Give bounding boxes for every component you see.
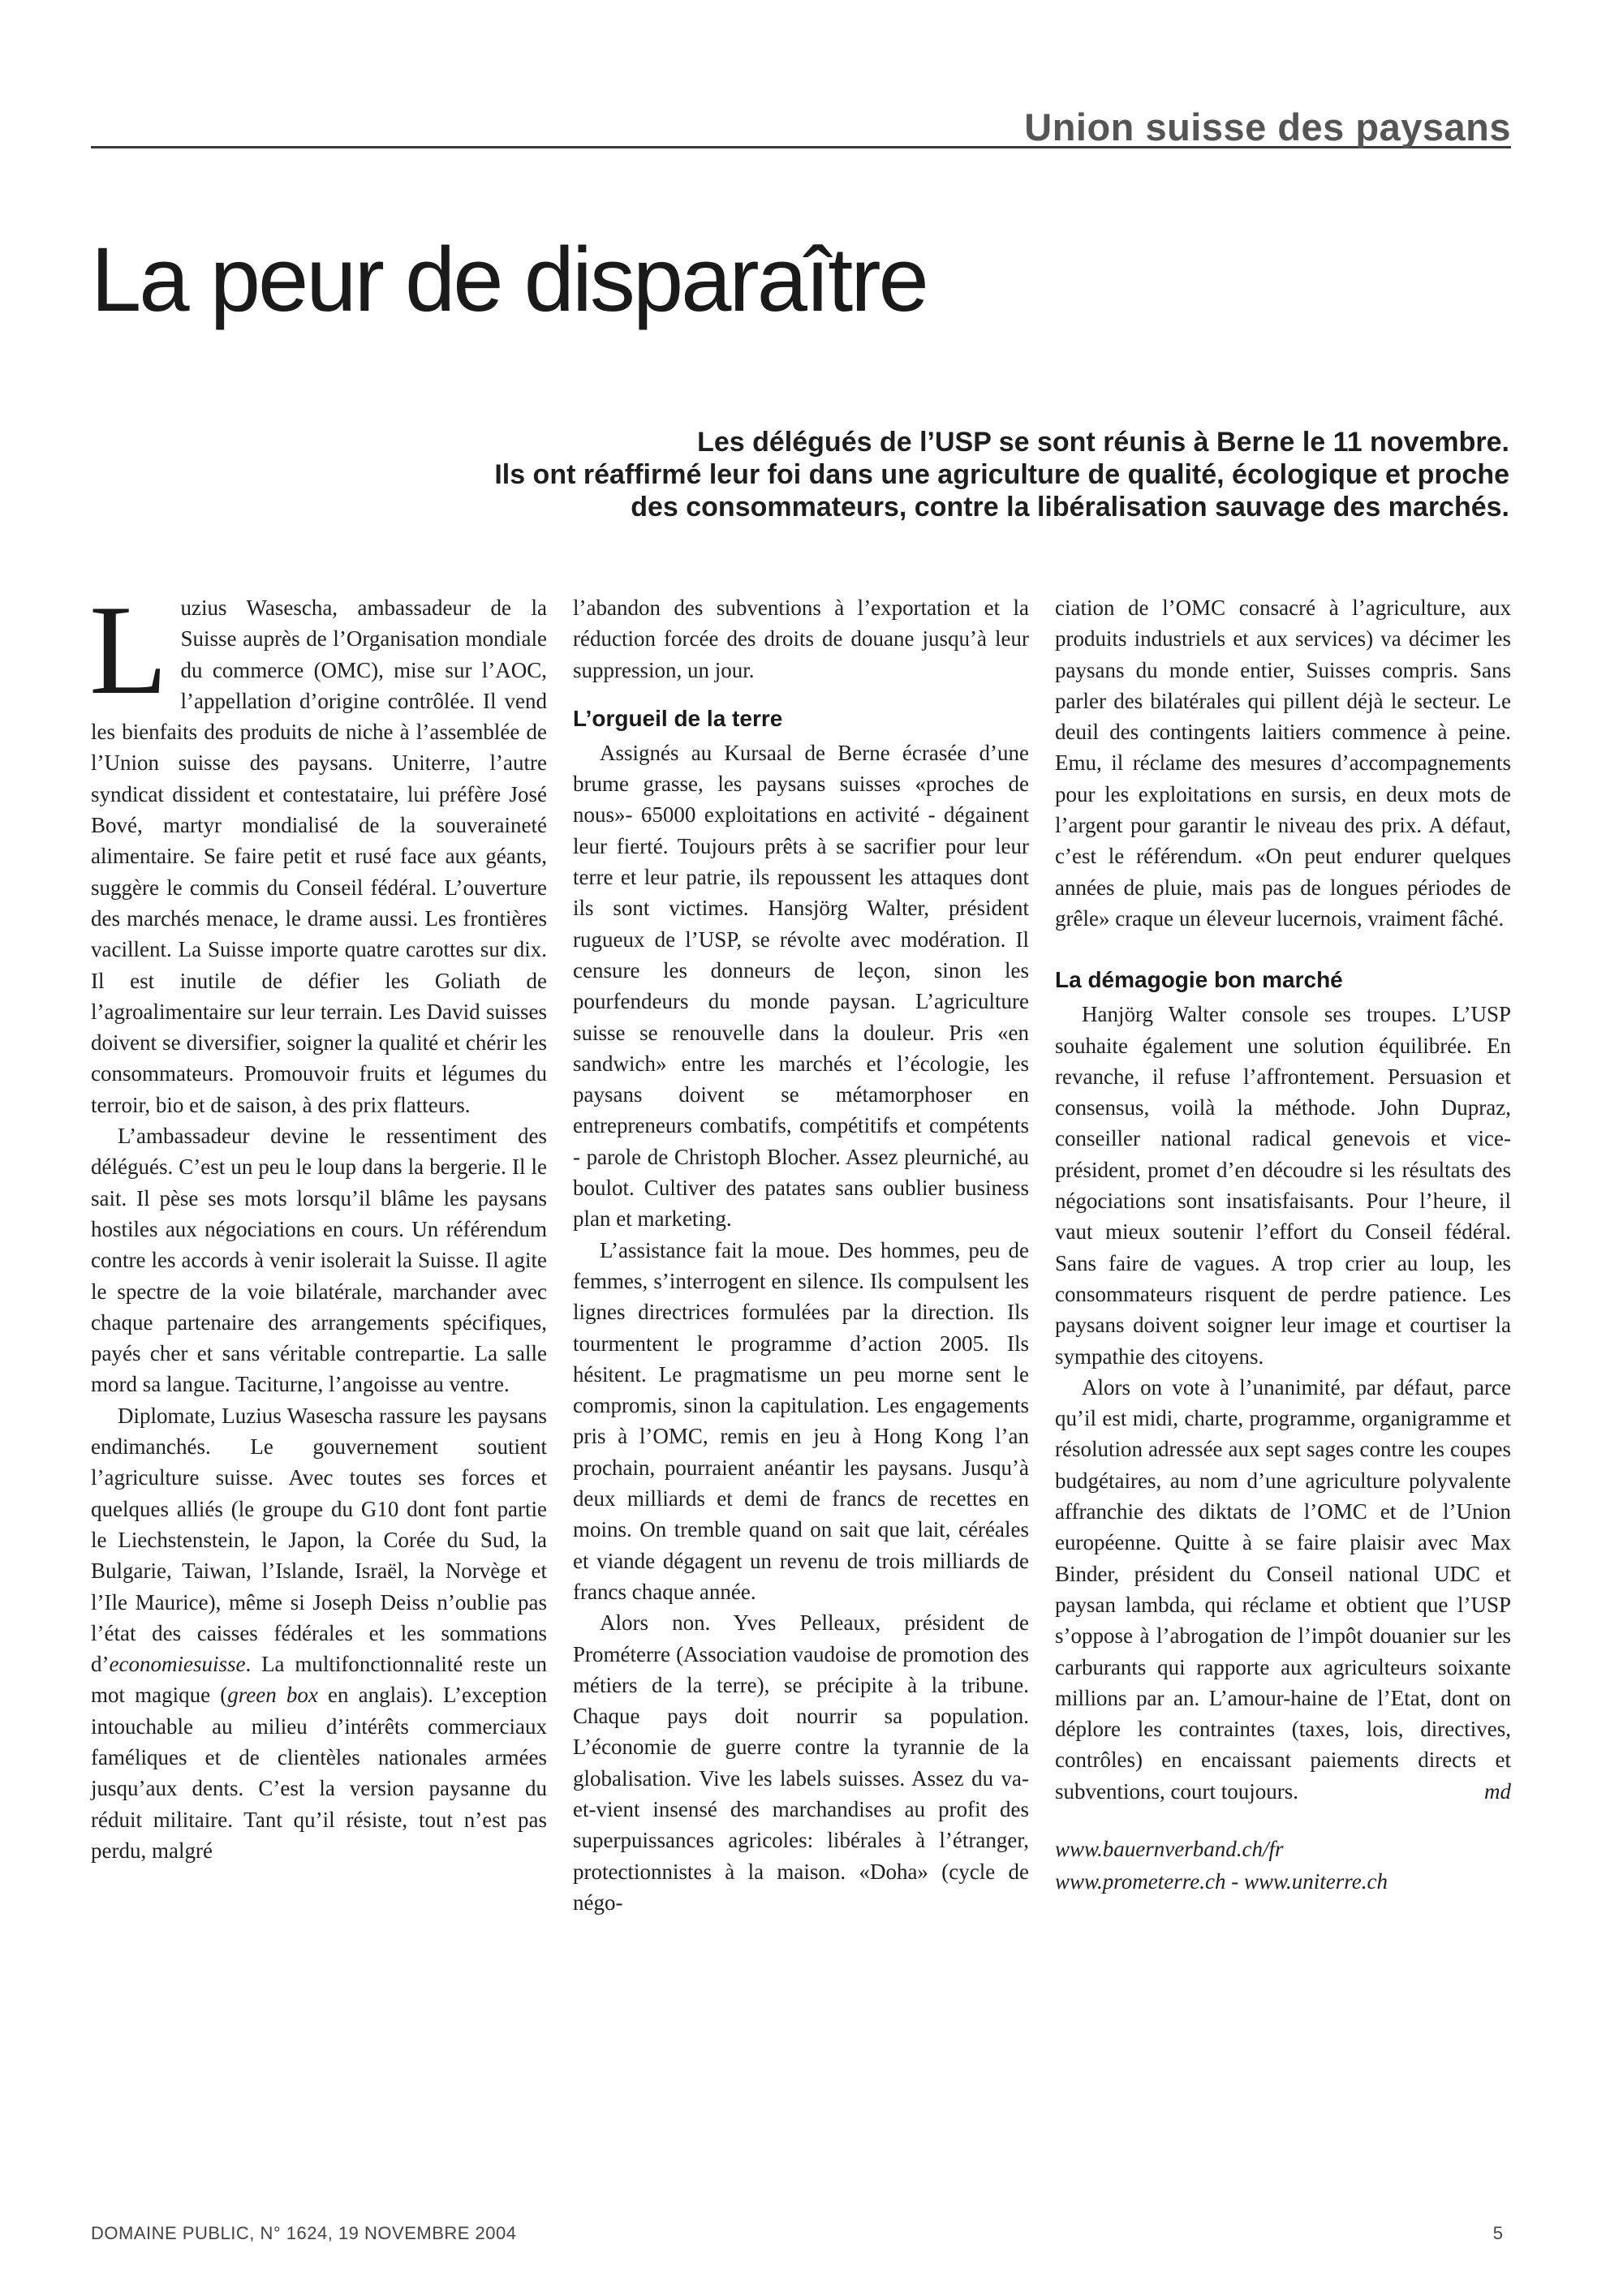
paragraph [1055, 1372, 1511, 1807]
article-lead [211, 426, 1509, 523]
paragraph: ciation de l’OMC consacré à l’agriculture, aux produits industriels et aux services) va décimer les paysans du monde entier, Suisses compris. Sans parler des bilatérales qui pillent déjà le secteur. Le deuil des contingents laitiers commence à peine. Emu, il réclame des mesures d’accompagnements pour les exploitations en sursis, en deux mots de l’argent pour garantir le niveau des prix. A défaut, c’est le référendum. «On peut endurer quelques années de pluie, mais pas de longues périodes de grêle» craque un éleveur lucernois, vraiment fâché. [1055, 595, 1511, 931]
section-title: Union suisse des paysans [1024, 105, 1511, 148]
paragraph-text: uzius Wasescha, ambassadeur de la Suisse auprès de l’Organisation mondiale du commerce (OMC), mise sur l’AOC, l’appellation d’origine contrôlée. Il vend les bienfaits des produits de niche à l’assemblée de l’Union suisse des paysans. Uniterre, l’autre syndicat dissident et contestataire, lui préfère José Bové, martyr mondialisé de la souveraineté alimentaire. Se faire petit et rusé face aux géants, suggère le commis du Conseil fédéral. L’ouverture des marchés menace, le drame aussi. Les frontières vacillent. La Suisse importe quatre carottes sur dix. Il est inutile de défier les Goliath de l’agroalimentaire sur leur terrain. Les David suisses doivent se diversifier, soigner la qualité et chérir les consommateurs. Promouvoir fruits et légumes du terroir, bio et de saison, à des prix flatteurs. [91, 595, 547, 1117]
subheading: L’orgueil de la terre [573, 705, 783, 731]
italic-term: green box [227, 1683, 318, 1708]
author-signature: md [1484, 1778, 1511, 1804]
italic-term: economiesuisse [109, 1652, 246, 1677]
link-prometerre-uniterre[interactable]: www.prometerre.ch - www.uniterre.ch [1055, 1868, 1388, 1894]
lead-line: Les délégués de l’USP se sont réunis à Berne le 11 novembre. [697, 427, 1509, 458]
subheading: La démagogie bon marché [1055, 967, 1343, 993]
paragraph-text: Alors on vote à l’unanimité, par défaut, parce qu’il est midi, charte, programme, organigramme et résolution adressée aux sept sages contre les coupes budgétaires, au nom d’une agriculture polyvalente affranchie des diktats de l’OMC et de l’Union européenne. Quitte à se faire plaisir avec Max Binder, président du Conseil national UDC et paysan lambda, qui réclame et obtient que l’USP s’oppose à l’abrogation de l’impôt douanier sur les carburants qui rapporte aux agriculteurs soixante millions par an. L’amour-haine de l’Etat, dont on déplore les contraintes (taxes, lois, directives, contrôles) en encaissant paiements directs et subventions, court toujours. [1055, 1374, 1511, 1804]
paragraph-text: en anglais). L’exception intouchable au milieu d’intérêts commerciaux faméliques et de clientèles nationales armées jusqu’aux dents. C’est la version paysanne du réduit militaire. Tant qu’il résiste, tout n’est pas perdu, malgré [91, 1683, 547, 1863]
paragraph [89, 579, 547, 1120]
drop-cap: L [89, 579, 168, 721]
web-links [1055, 1833, 1511, 1898]
footer-publication: DOMAINE PUBLIC, N° 1624, 19 NOVEMBRE 2004 [91, 2223, 517, 2243]
paragraph [91, 1400, 547, 1866]
paragraph: Assignés au Kursaal de Berne écrasée d’une brume grasse, les paysans suisses «proches de nous»- 65000 exploitations en activité - dégainent leur fierté. Toujours prêts à se sacrifier pour leur terre et leur patrie, ils repoussent les attaques dont ils sont victimes. Hansjörg Walter, président rugueux de l’USP, se révolte avec modération. Il censure les donneurs de leçon, sinon les pourfendeurs du monde paysan. L’agriculture suisse se renouvelle dans la douleur. Pris «en sandwich» entre les marchés et l’écologie, les paysans doivent se métamorphoser en entrepreneurs combatifs, compétitifs et compétents - parole de Christoph Blocher. Assez pleurniché, au boulot. Cultiver des patates sans oublier business plan et marketing. [573, 740, 1029, 1232]
paragraph-text: . La multifonctionnalité reste un mot magique ( [91, 1652, 547, 1708]
lead-line: Ils ont réaffirmé leur foi dans une agriculture de qualité, écologique et proche [494, 459, 1509, 490]
lead-line: des consommateurs, contre la libéralisation sauvage des marchés. [631, 492, 1509, 522]
article-column-2 [573, 592, 1029, 1918]
link-bauernverband[interactable]: www.bauernverband.ch/fr [1055, 1836, 1284, 1861]
paragraph: Alors non. Yves Pelleaux, président de Prométerre (Association vaudoise de promotion des métiers de la terre), se précipite à la tribune. Chaque pays doit nourrir sa population. L’économie de guerre contre la tyrannie de la globalisation. Vive les labels suisses. Assez du va-et-vient insensé des marchandises au profit des superpuissances agricoles: libérales à l’étranger, protectionnistes à la maison. «Doha» (cycle de négo- [573, 1610, 1029, 1915]
article-title: La peur de disparaître [91, 229, 927, 330]
page-number: 5 [1492, 2223, 1503, 2243]
article-column-3 [1055, 592, 1511, 1898]
paragraph: Hanjörg Walter console ses troupes. L’USP souhaite également une solution équilibrée. En revanche, il refuse l’affrontement. Persuasion et consensus, voilà la méthode. John Dupraz, conseiller national radical genevois et vice-président, promet d’en découdre si les résultats des négociations sont insatisfaisants. Pour l’heure, il vaut mieux soutenir l’effort du Conseil fédéral. Sans faire de vagues. A trop crier au loup, les consommateurs risquent de perdre patience. Les paysans doivent soigner leur image et courtiser la sympathie des citoyens. [1055, 1002, 1511, 1369]
paragraph: L’assistance fait la moue. Des hommes, peu de femmes, s’interrogent en silence. Ils compulsent les lignes directrices formulées par la direction. Ils tourmentent le programme d’action 2005. Ils hésitent. Le pragmatisme un peu morne sent le compromis, sinon la capitulation. Les engagements pris à l’OMC, remis en jeu à Hong Kong l’an prochain, pourraient anéantir les paysans. Jusqu’à deux milliards et demi de francs de recettes en moins. On tremble quand on sait que lait, céréales et viande dégagent un revenu de trois milliards de francs chaque année. [573, 1237, 1029, 1604]
paragraph: l’abandon des subventions à l’exportation et la réduction forcée des droits de douane jusqu’à leur suppression, un jour. [573, 595, 1029, 682]
article-column-1 [89, 579, 547, 1866]
paragraph: L’ambassadeur devine le ressentiment des délégués. C’est un peu le loup dans la bergerie. Il le sait. Il pèse ses mots lorsqu’il blâme les paysans hostiles aux négociations en cours. Un référendum contre les accords à venir isolerait la Suisse. Il agite le spectre de la voie bilatérale, marchander avec chaque partenaire des arrangements spécifiques, payés cher et sans véritable contrepartie. La salle mord sa langue. Taciturne, l’angoisse au ventre. [91, 1124, 547, 1397]
section-header [91, 97, 1511, 148]
paragraph-text: Diplomate, Luzius Wasescha rassure les paysans endimanchés. Le gouvernement soutient l’agriculture suisse. Avec toutes ses forces et quelques alliés (le groupe du G10 dont font partie le Liechstenstein, le Japon, la Corée du Sud, la Bulgarie, Taiwan, l’Islande, Israël, la Norvège et l’Ile Maurice), même si Joseph Deiss n’oublie pas l’état des caisses fédérales et les sommations d’ [91, 1403, 547, 1677]
